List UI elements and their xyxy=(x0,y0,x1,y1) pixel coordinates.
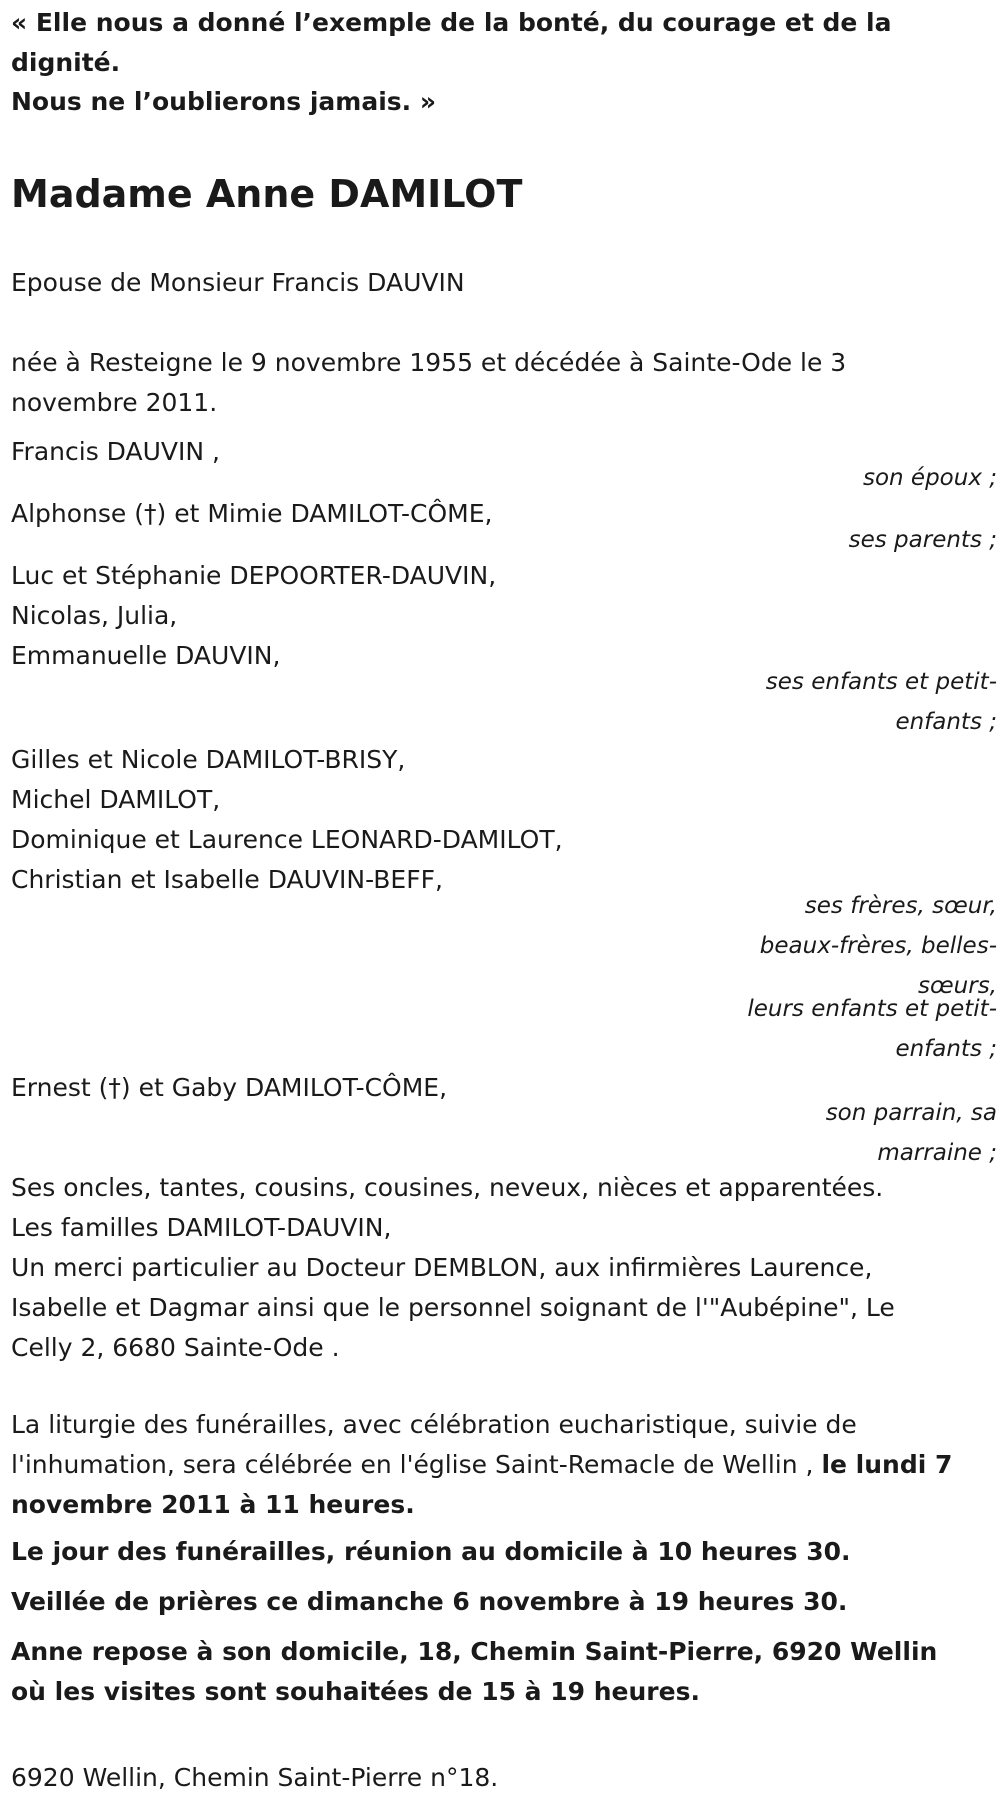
liturgy-date: le lundi 7 novembre 2011 à 11 heures. xyxy=(11,1450,953,1519)
quote-line-1: « Elle nous a donné l’exemple de la bonté, du courage et de la dignité. xyxy=(11,8,892,77)
rest-line: Anne repose à son domicile, 18, Chemin Saint-Pierre, 6920 Wellin où les visites sont souhaitées de 15 à 19 heures. xyxy=(11,1637,938,1706)
family-name: Emmanuelle DAUVIN, xyxy=(11,641,281,670)
relatives-line: Ses oncles, tantes, cousins, cousines, neveux, nièces et apparentées. xyxy=(11,1173,884,1202)
role-siblings-children: leurs enfants et petit-enfants ; xyxy=(747,996,997,1062)
quote-line-2: Nous ne l’oublierons jamais. » xyxy=(11,87,437,116)
vigil-line: Veillée de prières ce dimanche 6 novembre à 19 heures 30. xyxy=(11,1587,848,1616)
deceased-name: Madame Anne DAMILOT xyxy=(11,172,523,216)
role-siblings: ses frères, sœur, beaux-frères, belles-sœurs, xyxy=(759,893,997,999)
liturgy-text: La liturgie des funérailles, avec célébration eucharistique, suivie de l'inhumation, sera célébrée en l'église Saint-Remacle de Wellin , xyxy=(11,1410,857,1479)
family-name: Christian et Isabelle DAUVIN-BEFF, xyxy=(11,865,443,894)
role-godparents: son parrain, sa marraine ; xyxy=(825,1100,997,1166)
family-name: Michel DAMILOT, xyxy=(11,785,221,814)
family-group-siblings xyxy=(11,740,997,900)
family-name: Dominique et Laurence LEONARD-DAMILOT, xyxy=(11,825,563,854)
birth-death-line: née à Resteigne le 9 novembre 1955 et décédée à Sainte-Ode le 3 novembre 2011. xyxy=(11,348,847,417)
family-name: Gilles et Nicole DAMILOT-BRISY, xyxy=(11,745,406,774)
address-line: 6920 Wellin, Chemin Saint-Pierre n°18. xyxy=(11,1763,499,1792)
liturgy-paragraph xyxy=(11,1405,971,1525)
role-parents: ses parents ; xyxy=(848,527,997,553)
family-name: Alphonse (†) et Mimie DAMILOT-CÔME, xyxy=(11,499,493,528)
family-name: Nicolas, Julia, xyxy=(11,601,178,630)
family-name: Luc et Stéphanie DEPOORTER-DAUVIN, xyxy=(11,561,497,590)
family-name: Ernest (†) et Gaby DAMILOT-CÔME, xyxy=(11,1073,448,1102)
family-name: Francis DAUVIN , xyxy=(11,437,220,466)
role-spouse: son époux ; xyxy=(862,465,997,491)
meeting-line: Le jour des funérailles, réunion au domicile à 10 heures 30. xyxy=(11,1537,851,1566)
spouse-line: Epouse de Monsieur Francis DAUVIN xyxy=(11,268,465,297)
role-children: ses enfants et petit-enfants ; xyxy=(765,669,997,735)
closing-block xyxy=(11,1168,997,1368)
family-group-children xyxy=(11,556,997,676)
families-line: Les familles DAMILOT-DAUVIN, xyxy=(11,1213,392,1242)
thanks-line: Un merci particulier au Docteur DEMBLON, aux infirmières Laurence, Isabelle et Dagmar ainsi que le personnel soignant de l'"Aubépine", Le Celly 2, 6680 Sainte-Ode . xyxy=(11,1253,895,1362)
